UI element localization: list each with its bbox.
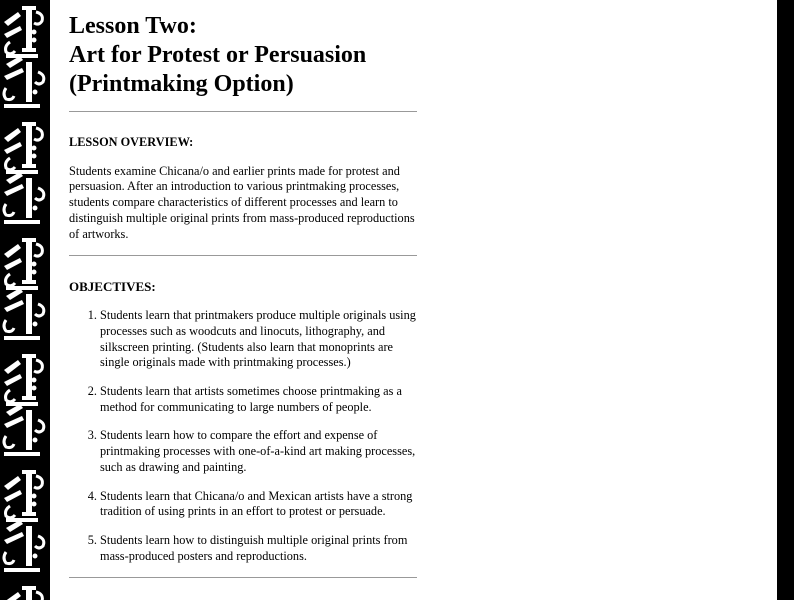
overview-heading: LESSON OVERVIEW:	[69, 135, 194, 149]
objectives-section	[69, 279, 417, 564]
objectives-heading: OBJECTIVES:	[69, 279, 156, 295]
title-line-2: Art for Protest or Persuasion	[69, 42, 367, 68]
title-line-1: Lesson Two:	[69, 13, 197, 39]
list-item: 5. Students learn how to distinguish multiple original prints from mass-produced posters and reproductions.	[100, 533, 417, 564]
right-border-bar	[777, 0, 794, 600]
overview-text: Students examine Chicana/o and earlier prints made for protest and persuasion. After an introduction to various printmaking processes, students compare characteristics of different processes and learn to distinguish multiple original prints from mass-produced reproductions of artworks.	[69, 163, 415, 241]
divider	[69, 577, 417, 578]
left-decorative-border	[0, 0, 50, 600]
page-title	[69, 12, 417, 99]
list-item: 1. Students learn that printmakers produce multiple originals using processes such as woodcuts and linocuts, lithography, and silkscreen printing. (Students also learn that monoprints are single originals made with printmaking processes.)	[100, 308, 417, 371]
list-item: 3. Students learn how to compare the effort and expense of printmaking processes with one-of-a-kind art making processes, such as drawing and painting.	[100, 428, 417, 475]
list-item: 4. Students learn that Chicana/o and Mexican artists have a strong tradition of using prints in an effort to protest or persuade.	[100, 489, 417, 520]
title-line-3: (Printmaking Option)	[69, 71, 294, 97]
border-ornament-graphic	[0, 0, 50, 600]
divider	[69, 111, 417, 112]
overview-section	[69, 135, 417, 242]
lesson-content	[69, 0, 417, 578]
list-item: 2. Students learn that artists sometimes choose printmaking as a method for communicating to large numbers of people.	[100, 384, 417, 415]
objectives-list	[69, 308, 417, 564]
divider	[69, 255, 417, 256]
